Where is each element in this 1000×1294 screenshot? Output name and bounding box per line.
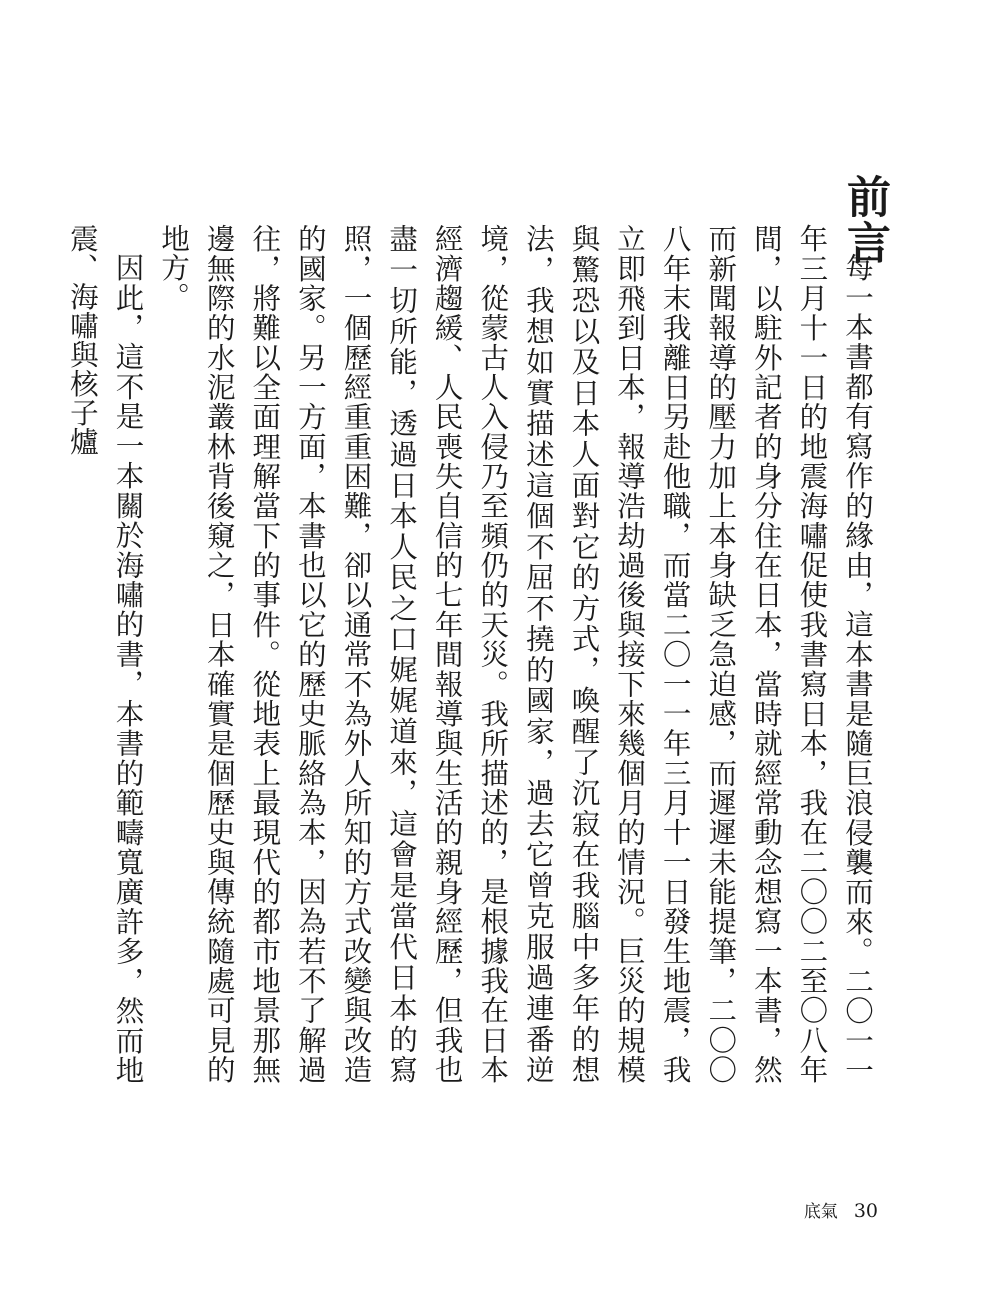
chapter-title: 前言	[839, 174, 890, 266]
body-text	[59, 224, 880, 1084]
paragraph: 每一本書都有寫作的緣由，這本書是隨巨浪侵襲而來。二〇一一年三月十一日的地震海嘯促使我書寫日本，我在二〇〇二至〇八年間，以駐外記者的身分住在日本，當時就經常動念想寫一本書，然而新聞報導的壓力加上本身缺乏急迫感，而遲遲未能提筆，二〇〇八年末我離日另赴他職，而當二〇一一年三月十一日發生地震，我立即飛到日本，報導浩劫過後與接下來幾個月的情況。巨災的規模與驚恐以及日本人面對它的方式，喚醒了沉寂在我腦中多年的想法，我想如實描述這個不屈不撓的國家，過去它曾克服過連番逆境，從蒙古人入侵乃至頻仍的天災。我所描述的，是根據我在日本經濟趨緩、人民喪失自信的七年間報導與生活的親身經歷，但我也盡一切所能，透過日本人民之口娓娓道來，這會是當代日本的寫照，一個歷經重重困難，卻以通常不為外人所知的方式改變與改造的國家。另一方面，本書也以它的歷史脈絡為本，因為若不了解過往，將難以全面理解當下的事件。從地表上最現代的都市地景那無邊無際的水泥叢林背後窺之，日本確實是個歷史與傳統隨處可見的地方。	[157, 224, 874, 1084]
page-number: 30	[853, 1200, 878, 1222]
running-title: 底氣	[803, 1202, 838, 1222]
page-footer	[804, 1197, 878, 1222]
paragraph: 因此，這不是一本關於海嘯的書，本書的範疇寬廣許多，然而地震、海嘯與核子爐	[65, 224, 145, 1084]
